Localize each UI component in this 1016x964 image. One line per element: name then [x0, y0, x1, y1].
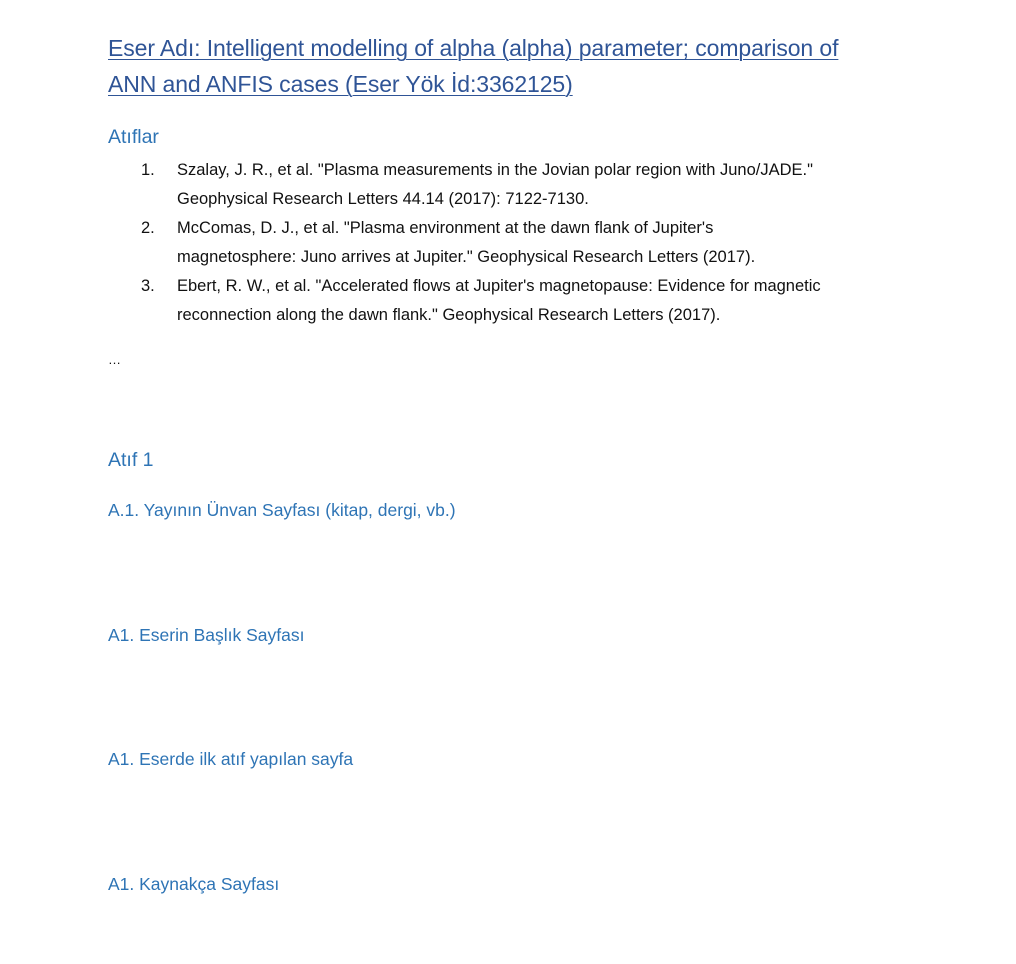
work-title-line-2: ANN and ANFIS cases (Eser Yök İd:3362125): [108, 71, 573, 97]
reference-item: [108, 214, 928, 272]
reference-number: 2.: [141, 219, 155, 237]
reference-line: reconnection along the dawn flank." Geophysical Research Letters (2017).: [177, 306, 721, 324]
continuation-ellipsis: …: [108, 352, 122, 367]
citation-1-heading: Atıf 1: [108, 449, 154, 471]
work-title-line-1: Eser Adı: Intelligent modelling of alpha (alpha) parameter; comparison of: [108, 35, 839, 61]
reference-text: [177, 214, 928, 272]
reference-line: Szalay, J. R., et al. "Plasma measurements in the Jovian polar region with Juno/JADE.": [177, 161, 813, 179]
reference-line: magnetosphere: Juno arrives at Jupiter." Geophysical Research Letters (2017).: [177, 248, 756, 266]
reference-item: [108, 156, 928, 214]
section-first-citation-page: A1. Eserde ilk atıf yapılan sayfa: [108, 749, 354, 769]
reference-line: Ebert, R. W., et al. "Accelerated flows at Jupiter's magnetopause: Evidence for magnetic: [177, 277, 821, 295]
reference-number: 1.: [141, 161, 155, 179]
citations-heading: Atıflar: [108, 126, 159, 148]
reference-line: Geophysical Research Letters 44.14 (2017): 7122-7130.: [177, 190, 589, 208]
section-work-title-page: A1. Eserin Başlık Sayfası: [108, 625, 305, 645]
section-bibliography-page: A1. Kaynakça Sayfası: [108, 874, 280, 894]
reference-item: [108, 272, 928, 330]
reference-text: [177, 272, 928, 330]
reference-list: [108, 156, 928, 330]
section-publication-title-page: A.1. Yayının Ünvan Sayfası (kitap, dergi, vb.): [108, 500, 456, 520]
reference-line: McComas, D. J., et al. "Plasma environment at the dawn flank of Jupiter's: [177, 219, 714, 237]
work-title-link[interactable]: [108, 30, 908, 102]
reference-text: [177, 156, 928, 214]
reference-number: 3.: [141, 277, 155, 295]
